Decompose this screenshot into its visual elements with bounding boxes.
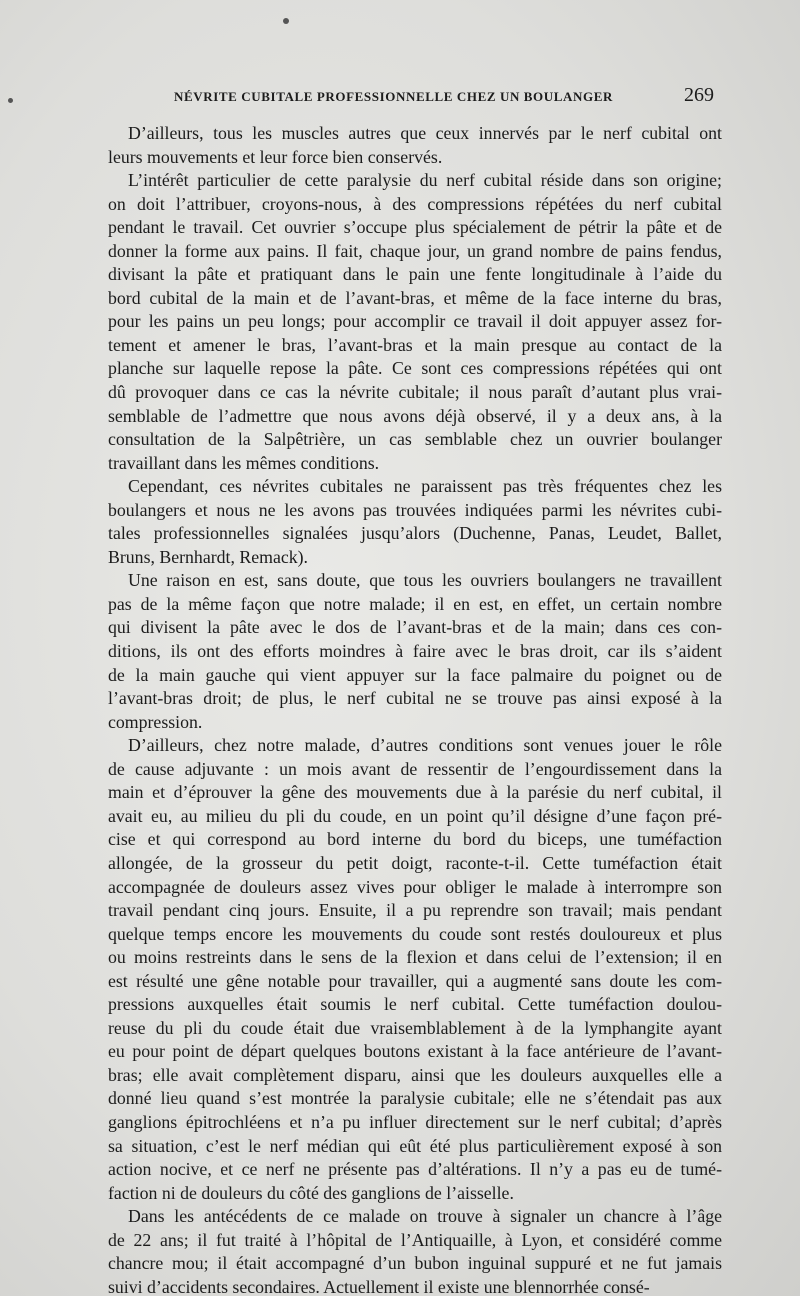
text-line: accompagnée de douleurs assez vives pour obliger le malade à interrompre son [108, 876, 722, 897]
text-line: bras; elle avait complètement disparu, ainsi que les douleurs auxquelles elle a [108, 1064, 722, 1085]
paragraph [108, 122, 722, 169]
paragraph [108, 475, 722, 569]
text-line: suivi d’accidents secondaires. Actuellement il existe une blennorrhée consé- [108, 1276, 650, 1296]
paragraph [108, 1205, 722, 1296]
text-line: pas de la même façon que notre malade; il en est, en effet, un certain nombre [108, 593, 722, 614]
text-line: tales professionnelles signalées jusqu’alors (Duchenne, Panas, Leudet, Ballet, [108, 523, 722, 544]
text-line: Une raison en est, sans doute, que tous les ouvriers boulangers ne travaillent [128, 570, 722, 591]
text-line: compression. [108, 711, 203, 732]
text-line: on doit l’attribuer, croyons-nous, à des compressions répétées du nerf cubital [108, 193, 722, 214]
text-line: donné lieu quand s’est montrée la paralysie cubitale; elle ne s’étendait pas aux [108, 1088, 722, 1109]
text-line: planche sur laquelle repose la pâte. Ce sont ces compressions répétées qui ont [108, 358, 722, 379]
text-line: consultation de la Salpêtrière, un cas semblable chez un ouvrier boulanger [108, 429, 722, 450]
text-line: ganglions épitrochléens et n’a pu influer directement sur le nerf cubital; d’après [108, 1111, 722, 1132]
text-line: main et d’éprouver la gêne des mouvements due à la parésie du nerf cubital, il [108, 782, 722, 803]
text-line: bord cubital de la main et de l’avant-bras, et même de la face interne du bras, [108, 287, 722, 308]
text-line: travaillant dans les mêmes conditions. [108, 452, 380, 473]
text-line: pendant le travail. Cet ouvrier s’occupe plus spécialement de pétrir la pâte et de [108, 217, 722, 238]
paragraph [108, 569, 722, 734]
paragraph [108, 169, 722, 475]
text-line: ditions, ils ont des efforts moindres à faire avec le bras droit, car ils s’aident [108, 641, 722, 662]
text-line: avait eu, au milieu du pli du coude, en un point qu’il désigne d’une façon pré- [108, 805, 722, 826]
text-line: donner la forme aux pains. Il fait, chaque jour, un grand nombre de pains fendus, [108, 240, 722, 261]
text-line: de la main gauche qui vient appuyer sur la face palmaire du poignet ou de [108, 664, 722, 685]
page-number: 269 [684, 84, 714, 106]
text-line: divisant la pâte et pratiquant dans le pain une fente longitudinale à l’aide du [108, 264, 722, 285]
text-line: pour les pains un peu longs; pour accomplir ce travail il doit appuyer assez for- [108, 311, 722, 332]
running-head-title: NÉVRITE CUBITALE PROFESSIONNELLE CHEZ UN BOULANGER [174, 89, 613, 104]
text-line: cise et qui correspond au bord interne du bord du biceps, une tuméfaction [108, 829, 722, 850]
text-line: est résulté une gêne notable pour travailler, qui a augmenté sans doute les com- [108, 970, 722, 991]
running-head [108, 84, 714, 110]
text-line: reuse du pli du coude était due vraisemblablement à de la lymphangite ayant [108, 1017, 722, 1038]
text-line: semblable de l’admettre que nous avons déjà observé, il y a deux ans, à la [108, 405, 722, 426]
text-line: l’avant-bras droit; de plus, le nerf cubital ne se trouve pas ainsi exposé à la [108, 688, 722, 709]
text-line: faction ni de douleurs du côté des ganglions de l’aisselle. [108, 1182, 514, 1203]
text-line: Dans les antécédents de ce malade on trouve à signaler un chancre à l’âge [128, 1206, 722, 1227]
text-line: allongée, de la grosseur du petit doigt, raconte-t-il. Cette tuméfaction était [108, 852, 722, 873]
text-line: travail pendant cinq jours. Ensuite, il a pu reprendre son travail; mais pendant [108, 900, 722, 921]
text-line: sa situation, c’est le nerf médian qui eût été plus particulièrement exposé à son [108, 1135, 722, 1156]
text-line: Cependant, ces névrites cubitales ne paraissent pas très fréquentes chez les [128, 476, 722, 497]
text-line: D’ailleurs, tous les muscles autres que ceux innervés par le nerf cubital ont [128, 123, 722, 143]
text-line: pressions auxquelles était soumis le nerf cubital. Cette tuméfaction doulou- [108, 994, 722, 1015]
text-line: dû provoquer dans ce cas la névrite cubitale; il nous paraît d’autant plus vrai- [108, 382, 722, 403]
text-line: chancre mou; il était accompagné d’un bubon inguinal suppuré et ne fut jamais [108, 1253, 722, 1274]
text-line: leurs mouvements et leur force bien conservés. [108, 146, 443, 167]
text-line: action nocive, et ce nerf ne présente pas d’altérations. Il n’y a pas eu de tumé- [108, 1159, 722, 1180]
text-line: D’ailleurs, chez notre malade, d’autres conditions sont venues jouer le rôle [128, 735, 722, 756]
text-line: ou moins restreints dans le sens de la flexion et dans celui de l’extension; il en [108, 947, 722, 968]
text-line: Bruns, Bernhardt, Remack). [108, 546, 308, 567]
ink-speck [283, 18, 289, 24]
paragraph [108, 734, 722, 1205]
text-line: L’intérêt particulier de cette paralysie du nerf cubital réside dans son origine; [128, 170, 722, 191]
text-line: eu pour point de départ quelques boutons existant à la face antérieure de l’avant- [108, 1041, 722, 1062]
text-line: boulangers et nous ne les avons pas trouvées indiquées parmi les névrites cubi- [108, 499, 722, 520]
text-line: de cause adjuvante : un mois avant de ressentir de l’engourdissement dans la [108, 758, 722, 779]
text-line: quelque temps encore les mouvements du coude sont restés douloureux et plus [108, 923, 722, 944]
text-line: tement et amener le bras, l’avant-bras et la main presque au contact de la [108, 334, 722, 355]
text-line: qui divisent la pâte avec le dos de l’avant-bras et de la main; dans ces con- [108, 617, 722, 638]
text-line: de 22 ans; il fut traité à l’hôpital de l’Antiquaille, à Lyon, et considéré comme [108, 1229, 722, 1250]
ink-speck [8, 98, 13, 103]
body-text [108, 122, 722, 1296]
